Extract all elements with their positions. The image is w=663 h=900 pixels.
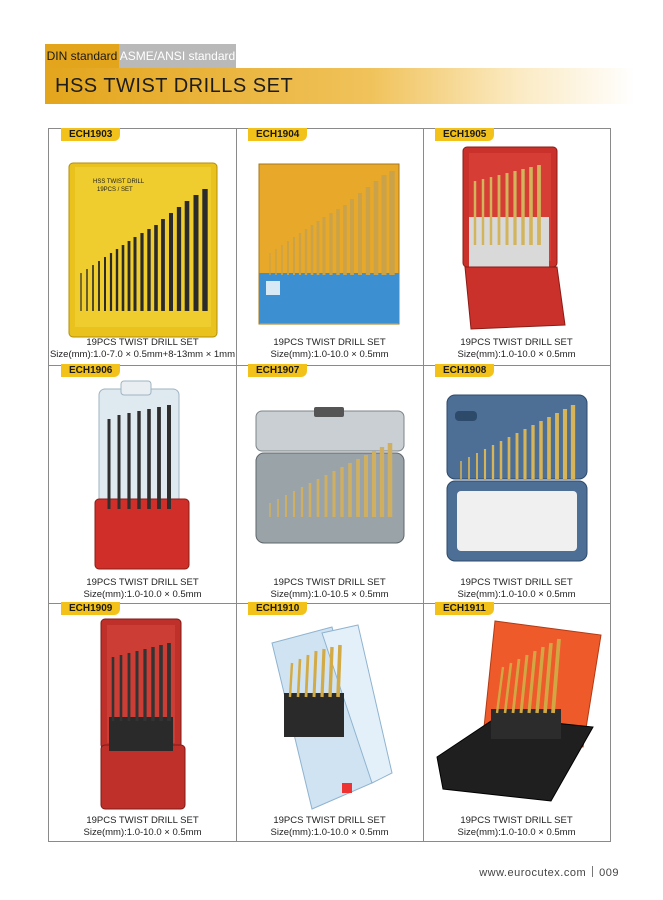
title-bar [45,68,635,104]
box-label-1: HSS TWIST DRILL [93,179,145,185]
clear-blue-drill-case-image [262,623,398,815]
tab-asme-ansi-standard[interactable]: ASME/ANSI standard [119,44,236,68]
product-card-ech1908 [423,365,610,603]
product-size: Size(mm):1.0-7.0 × 0.5mm+8-13mm × 1mm [49,349,236,360]
product-card-ech1911 [423,603,610,841]
product-name: 19PCS TWIST DRILL SET [273,337,386,348]
page-footer [479,866,619,879]
product-size: Size(mm):1.0-10.0 × 0.5mm [457,589,576,600]
product-card-ech1909 [49,603,236,841]
product-code: ECH1908 [435,364,494,377]
product-code: ECH1906 [61,364,120,377]
website-link[interactable]: www.eurocutex.com [479,867,587,879]
product-size: Size(mm):1.0-10.0 × 0.5mm [457,827,576,838]
product-name: 19PCS TWIST DRILL SET [86,815,199,826]
tab-din-standard[interactable]: DIN standard [45,44,119,68]
gold-drill-case-image [258,163,400,325]
product-code: ECH1911 [435,602,494,615]
product-code: ECH1903 [61,128,120,141]
product-name: 19PCS TWIST DRILL SET [86,337,199,348]
product-card-ech1903 [49,129,236,365]
product-grid [48,128,611,842]
standard-tabs [45,44,236,68]
blue-drill-case-image [443,391,593,567]
product-card-ech1910 [236,603,423,841]
product-size: Size(mm):1.0-10.0 × 0.5mm [457,349,576,360]
box-label-2: 19PCS / SET [97,187,133,193]
page-title: HSS TWIST DRILLS SET [55,75,294,97]
product-code: ECH1910 [248,602,307,615]
product-size: Size(mm):1.0-10.0 × 0.5mm [83,589,202,600]
page-number: 009 [599,867,619,879]
product-name: 19PCS TWIST DRILL SET [273,577,386,588]
product-size: Size(mm):1.0-10.0 × 0.5mm [270,827,389,838]
product-size: Size(mm):1.0-10.5 × 0.5mm [270,589,389,600]
product-card-ech1904 [236,129,423,365]
product-name: 19PCS TWIST DRILL SET [460,577,573,588]
footer-divider [592,866,593,877]
orange-black-drill-case-image [433,617,603,809]
product-code: ECH1907 [248,364,307,377]
product-code: ECH1905 [435,128,494,141]
clear-red-drill-case-image [91,379,195,575]
product-name: 19PCS TWIST DRILL SET [86,577,199,588]
product-size: Size(mm):1.0-10.0 × 0.5mm [270,349,389,360]
grey-drill-case-image [254,407,406,547]
yellow-drill-case-image [67,161,219,339]
product-card-ech1906 [49,365,236,603]
product-name: 19PCS TWIST DRILL SET [460,337,573,348]
product-code: ECH1904 [248,128,307,141]
drill-bits [109,405,169,509]
product-code: ECH1909 [61,602,120,615]
product-size: Size(mm):1.0-10.0 × 0.5mm [83,827,202,838]
red-black-drill-case-image [97,617,189,813]
product-name: 19PCS TWIST DRILL SET [460,815,573,826]
product-card-ech1907 [236,365,423,603]
product-name: 19PCS TWIST DRILL SET [273,815,386,826]
product-card-ech1905 [423,129,610,365]
red-drill-case-image [461,145,571,335]
